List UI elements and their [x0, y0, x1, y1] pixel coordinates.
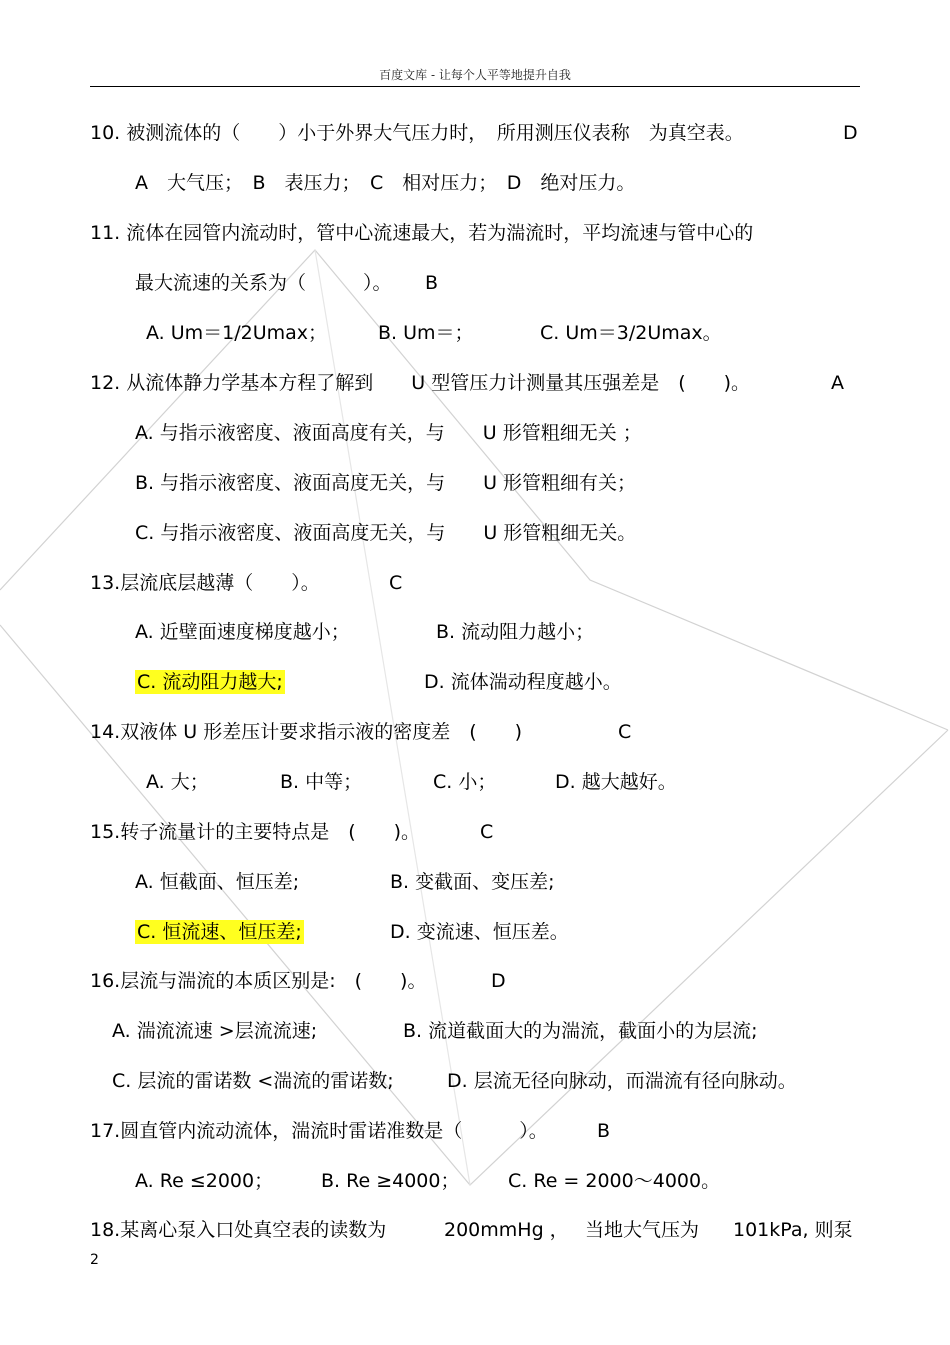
line-segment: 18.某离心泵入口处真空表的读数为: [90, 1219, 387, 1241]
line-segment: C. 与指示液密度、液面高度无关，与 U 形管粗细无关。: [135, 522, 637, 544]
line-segment: 15.转子流量计的主要特点是 ( )。: [90, 821, 421, 843]
line-segment: 10. 被测流体的（ ）小于外界大气压力时， 所用测压仪表称 为真空表。: [90, 122, 744, 144]
line-segment: D. 越大越好。: [555, 771, 677, 793]
line-segment: A. Um＝1/2Umax；: [146, 322, 328, 344]
line-segment: C: [389, 572, 403, 594]
line-segment: C. Re = 2000～4000。: [508, 1170, 721, 1192]
line-segment: C. 层流的雷诺数 <湍流的雷诺数;: [112, 1070, 394, 1092]
line-segment: D. 变流速、恒压差。: [390, 921, 569, 943]
line-segment: C: [480, 821, 494, 843]
line-segment: D: [843, 122, 858, 144]
page-header: 百度文库 - 让每个人平等地提升自我: [379, 68, 571, 82]
header-rule: [90, 86, 860, 87]
line-segment: D. 层流无径向脉动，而湍流有径向脉动。: [447, 1070, 797, 1092]
line-segment: B. Re ≥4000；: [321, 1170, 460, 1192]
line-segment: A. 湍流流速 >层流流速;: [112, 1020, 318, 1042]
line-segment: B: [425, 272, 439, 294]
page-number: 2: [90, 1252, 99, 1268]
line-segment: A: [831, 372, 844, 394]
line-segment: A. 近壁面速度梯度越小；: [135, 621, 350, 643]
line-segment: B. 变截面、变压差;: [390, 871, 555, 893]
line-segment: A 大气压； B 表压力； C 相对压力； D 绝对压力。: [135, 172, 636, 194]
line-segment: 14.双液体 U 形差压计要求指示液的密度差 ( ): [90, 721, 523, 743]
line-segment: C. Um＝3/2Umax。: [540, 322, 722, 344]
line-segment: B. 中等；: [280, 771, 363, 793]
line-segment: B. 与指示液密度、液面高度无关，与 U 形管粗细有关；: [135, 472, 637, 494]
line-segment: 101kPa, 则泵: [733, 1219, 853, 1241]
line-segment: 当地大气压为: [585, 1219, 700, 1241]
line-segment: 200mmHg ，: [444, 1219, 569, 1241]
line-segment: 最大流速的关系为（ ）。: [135, 272, 392, 294]
line-segment: A. 大；: [146, 771, 209, 793]
line-segment: B. Um＝；: [378, 322, 474, 344]
line-segment: A. Re ≤2000；: [135, 1170, 274, 1192]
line-segment: B. 流道截面大的为湍流，截面小的为层流;: [403, 1020, 758, 1042]
highlighted-answer: C. 恒流速、恒压差;: [137, 921, 302, 943]
line-segment: 13.层流底层越薄（ ）。: [90, 572, 320, 594]
line-segment: A. 恒截面、恒压差;: [135, 871, 300, 893]
line-segment: D: [491, 970, 506, 992]
line-segment: C: [618, 721, 632, 743]
line-segment: D. 流体湍动程度越小。: [424, 671, 622, 693]
line-segment: B: [597, 1120, 611, 1142]
line-segment: 16.层流与湍流的本质区别是: ( )。: [90, 970, 427, 992]
line-segment: 11. 流体在园管内流动时，管中心流速最大，若为湍流时，平均流速与管中心的: [90, 222, 754, 244]
line-segment: B. 流动阻力越小；: [436, 621, 595, 643]
line-segment: C. 小；: [433, 771, 497, 793]
line-segment: A. 与指示液密度、液面高度有关，与 U 形管粗细无关 ；: [135, 422, 642, 444]
highlighted-answer: C. 流动阻力越大;: [137, 671, 283, 693]
line-segment: 17.圆直管内流动流体，湍流时雷诺准数是（ ）。: [90, 1120, 548, 1142]
line-segment: 12. 从流体静力学基本方程了解到 U 型管压力计测量其压强差是 ( )。: [90, 372, 751, 394]
